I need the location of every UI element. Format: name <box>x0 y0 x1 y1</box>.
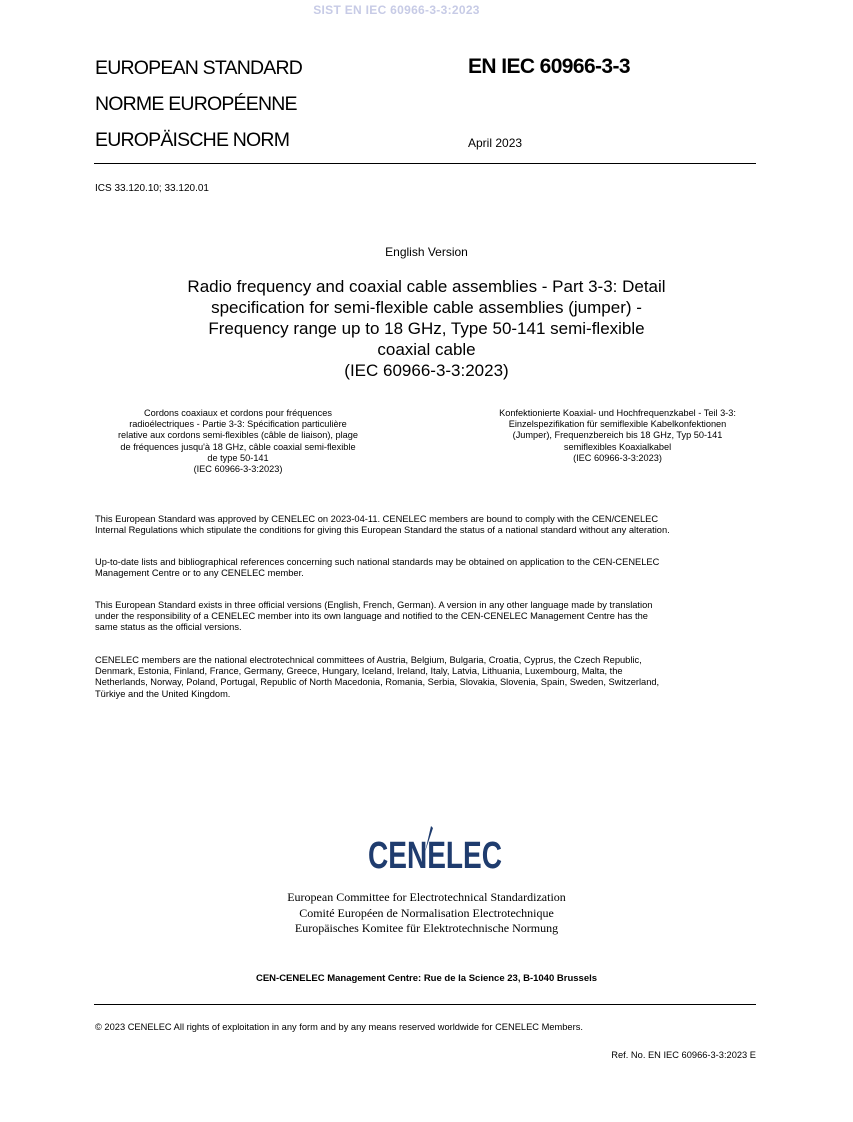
document-title <box>130 276 723 381</box>
watermark: SIST EN IEC 60966-3-3:2023 <box>313 3 480 17</box>
organization-names <box>0 890 853 937</box>
french-title-line: de type 50-141 <box>207 452 269 463</box>
paragraph-line: Up-to-date lists and bibliographical references concerning such national standards may be obtained on application to the CEN-CENELEC <box>95 557 660 567</box>
paragraph-line: Denmark, Estonia, Finland, France, Germany, Greece, Hungary, Iceland, Ireland, Italy, Latvia, Lithuania, Luxembourg, Malta, the <box>95 666 623 677</box>
organization-name-english: European Committee for Electrotechnical Standardization <box>287 890 566 904</box>
title-line: coaxial cable <box>377 340 476 359</box>
paragraph-line: Netherlands, Norway, Poland, Portugal, Republic of North Macedonia, Romania, Serbia, Slovakia, Slovenia, Spain, Sweden, Switzerland, <box>95 677 660 688</box>
organization-name-german: Europäisches Komitee für Elektrotechnische Normung <box>294 921 559 935</box>
title-line: (IEC 60966-3-3:2023) <box>344 361 509 380</box>
reference-number: Ref. No. EN IEC 60966-3-3:2023 E <box>611 1050 756 1060</box>
title-line: specification for semi-flexible cable assemblies (jumper) - <box>211 298 642 317</box>
paragraph-line: Management Centre or to any CENELEC member. <box>95 568 304 579</box>
standard-number: EN IEC 60966-3-3 <box>468 55 630 78</box>
german-title-line: semiflexibles Koaxialkabel <box>563 441 672 452</box>
french-title-line: relative aux cordons semi-flexibles (câble de liaison), plage <box>117 430 358 441</box>
french-title <box>90 408 386 475</box>
bottom-divider <box>94 1004 756 1005</box>
header-name-german: EUROPÄISCHE NORM <box>95 129 290 151</box>
management-centre-address: CEN-CENELEC Management Centre: Rue de la Science 23, B-1040 Brussels <box>255 973 598 984</box>
top-divider <box>94 163 756 164</box>
title-line: Frequency range up to 18 GHz, Type 50-141 semi-flexible <box>208 319 645 338</box>
paragraph-line: This European Standard exists in three official versions (English, French, German). A version in any other language made by translation <box>95 600 653 610</box>
title-line: Radio frequency and coaxial cable assemblies - Part 3-3: Detail <box>187 277 666 296</box>
publication-date: April 2023 <box>468 136 523 150</box>
german-title <box>466 408 769 464</box>
members-paragraph <box>95 655 760 700</box>
logo-wordmark: CENELEC <box>368 835 502 877</box>
paragraph-line: under the responsibility of a CENELEC member into its own language and notified to the CEN-CENELEC Management Centre has the <box>95 611 648 622</box>
copyright-notice: © 2023 CENELEC All rights of exploitation in any form and by any means reserved worldwide for CENELEC Members. <box>95 1022 583 1032</box>
paragraph-line: CENELEC members are the national electrotechnical committees of Austria, Belgium, Bulgaria, Croatia, Cyprus, the Czech Republic, <box>95 655 642 665</box>
paragraph-line: same status as the official versions. <box>95 622 242 633</box>
header-name-english: EUROPEAN STANDARD <box>95 57 303 79</box>
approval-paragraph <box>95 514 760 536</box>
paragraph-line: Internal Regulations which stipulate the conditions for giving this European Standard the status of a national standard without any alteration. <box>95 525 670 536</box>
organization-name-french: Comité Européen de Normalisation Electrotechnique <box>299 905 554 920</box>
versions-paragraph <box>95 600 760 634</box>
french-title-line: (IEC 60966-3-3:2023) <box>193 464 283 475</box>
german-title-line: Einzelspezifikation für semiflexible Kabelkonfektionen <box>508 419 727 430</box>
ics-codes: ICS 33.120.10; 33.120.01 <box>95 183 209 194</box>
language-version: English Version <box>385 245 468 259</box>
paragraph-line: Türkiye and the United Kingdom. <box>95 688 231 699</box>
cenelec-logo <box>365 822 505 877</box>
german-title-line: (Jumper), Frequenzbereich bis 18 GHz, Typ 50-141 <box>512 430 723 441</box>
paragraph-line: This European Standard was approved by CENELEC on 2023-04-11. CENELEC members are bound to comply with the CEN/CENELEC <box>95 514 659 524</box>
french-title-line: radioélectriques - Partie 3-3: Spécification particulière <box>129 419 347 430</box>
references-paragraph <box>95 557 760 579</box>
french-title-line: de fréquences jusqu'à 18 GHz, câble coaxial semi-flexible <box>120 441 356 452</box>
german-title-line: (IEC 60966-3-3:2023) <box>573 452 662 463</box>
header-name-french: NORME EUROPÉENNE <box>95 93 297 115</box>
french-title-line: Cordons coaxiaux et cordons pour fréquences <box>144 408 332 418</box>
german-title-line: Konfektionierte Koaxial- und Hochfrequenzkabel - Teil 3-3: <box>499 408 736 418</box>
